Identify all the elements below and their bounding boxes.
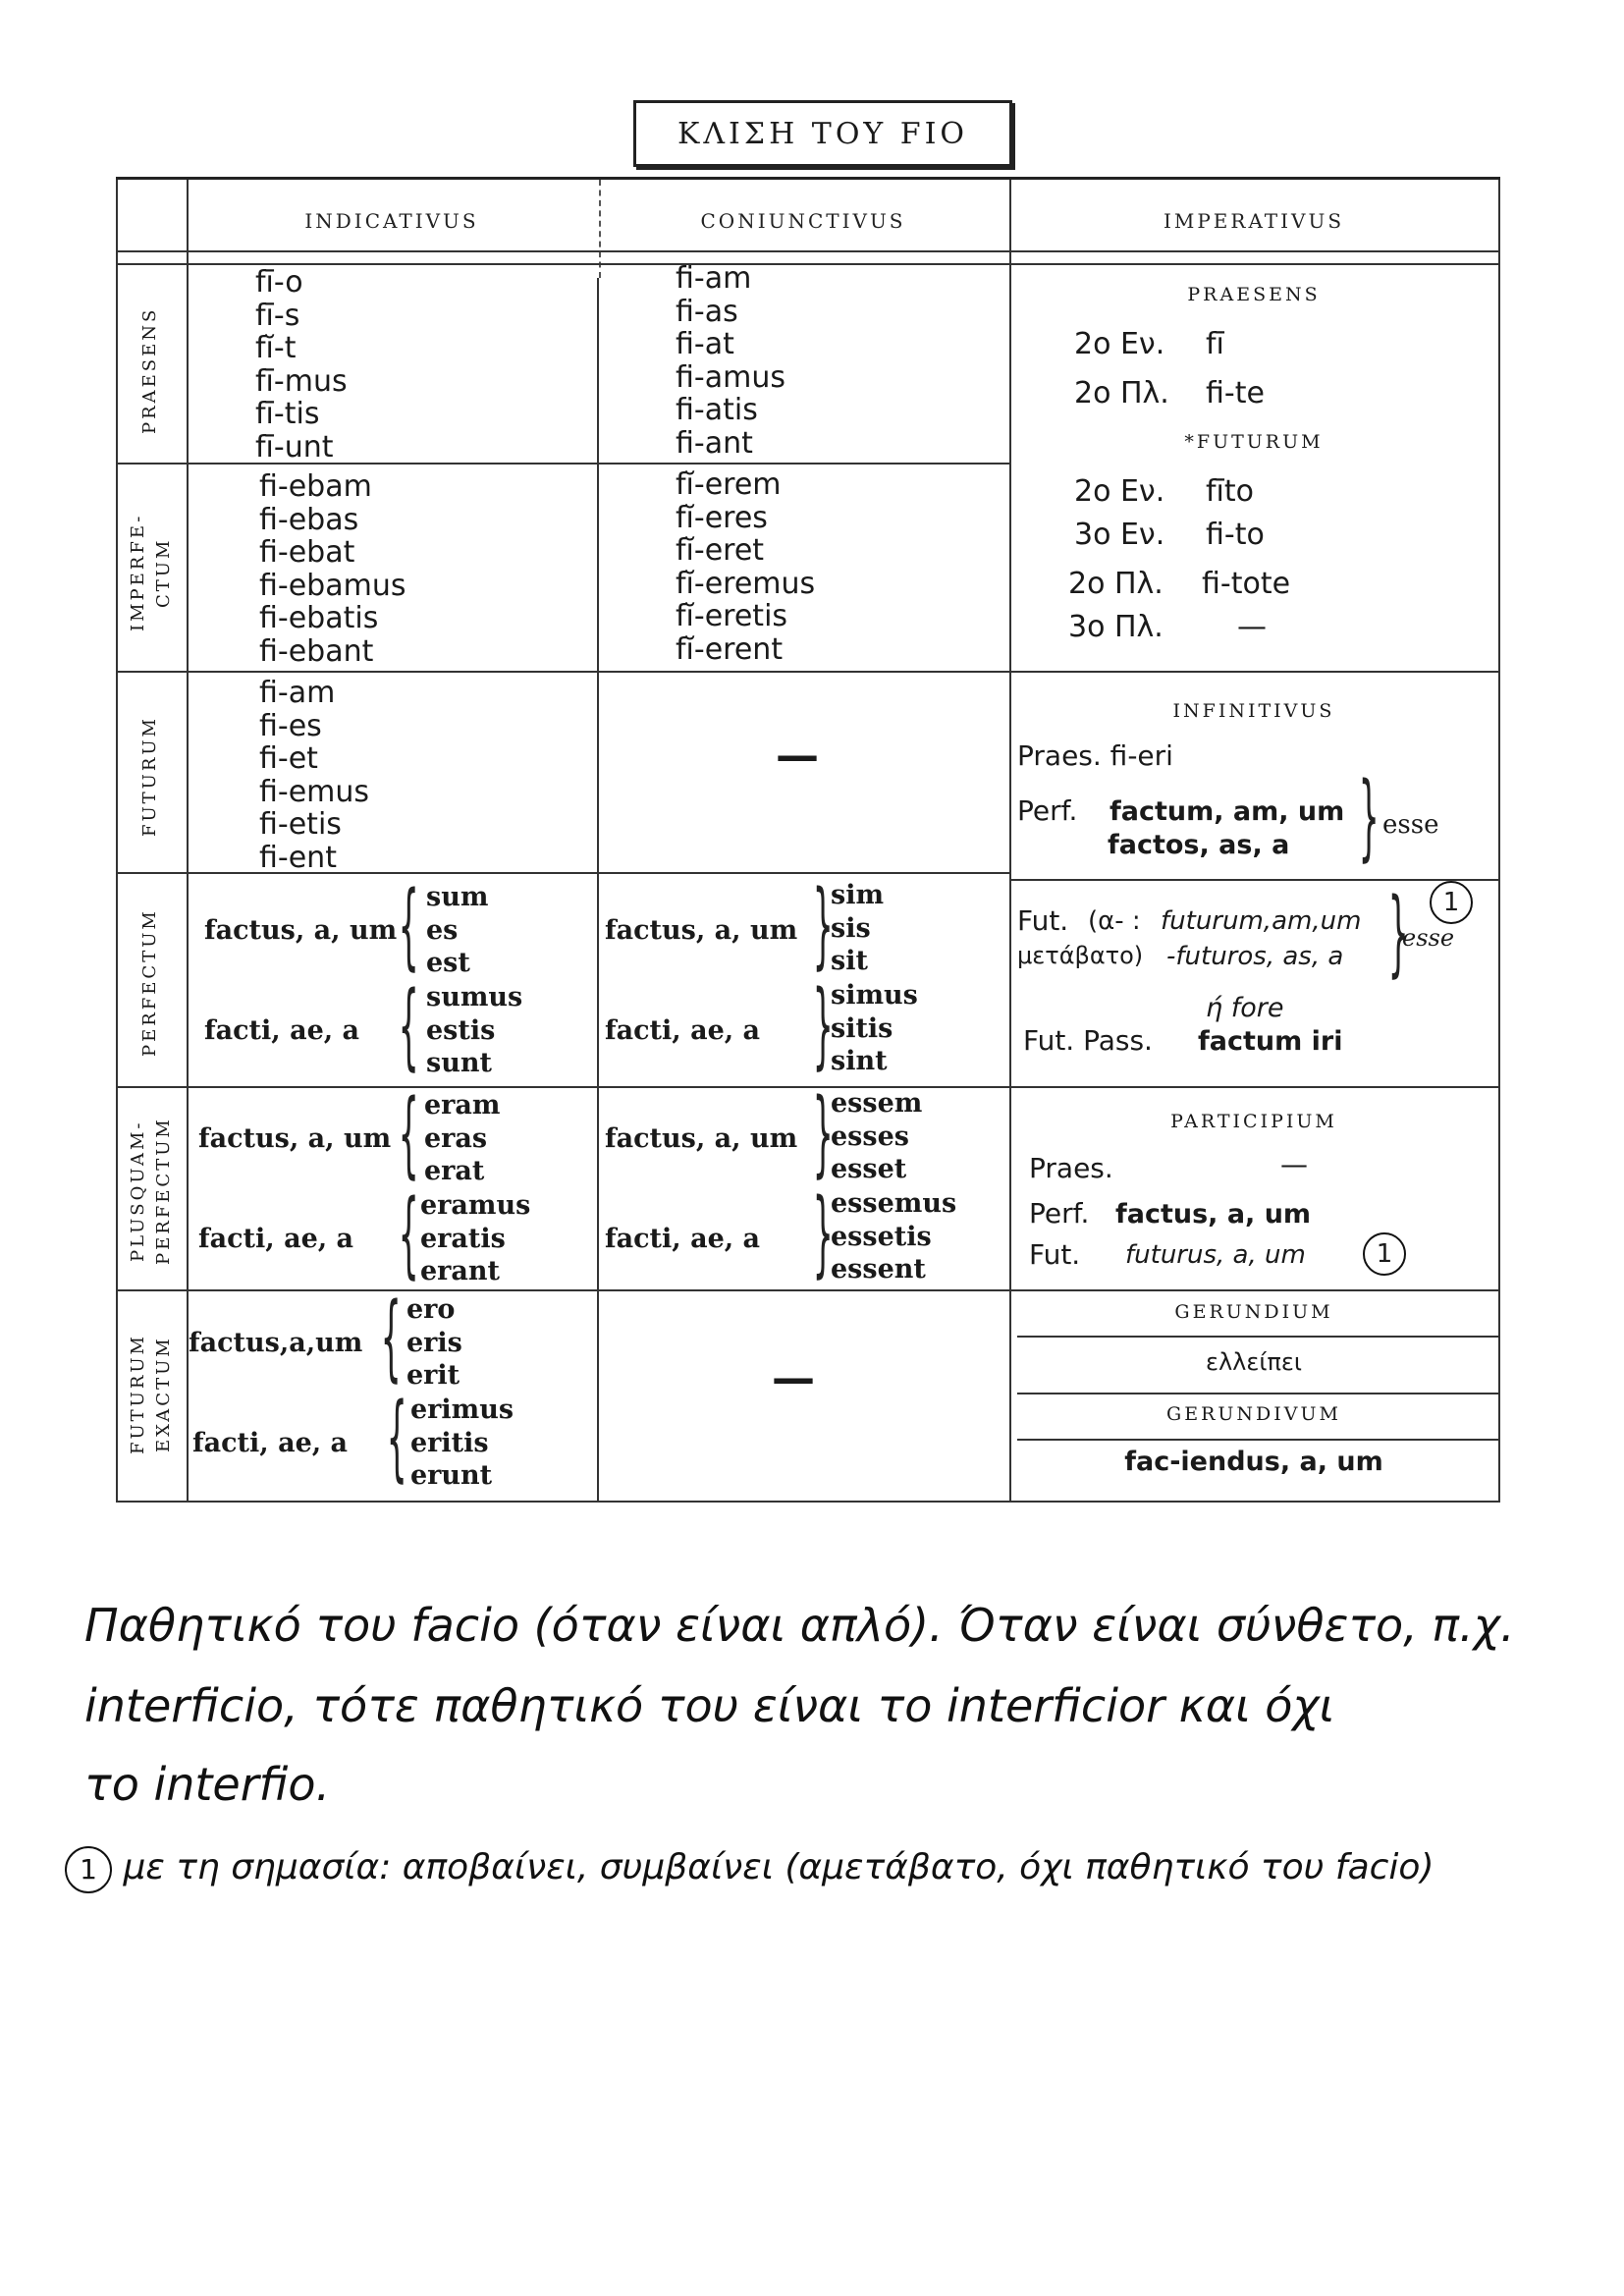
imperativus-person: 2ο Πλ. xyxy=(1068,567,1164,601)
participium-fut-label: Fut. xyxy=(1029,1238,1081,1271)
plusquam-con-sg xyxy=(831,1087,922,1186)
imperativus-form: — xyxy=(1237,610,1267,644)
verb-form: fĭ-eremus xyxy=(676,566,816,601)
verb-form: eritis xyxy=(410,1427,489,1458)
verb-form: fi-ebat xyxy=(259,535,355,570)
verb-form: erit xyxy=(406,1360,460,1391)
futex-ind-pl-stem: facti, ae, a xyxy=(192,1428,349,1458)
verb-form: fi-am xyxy=(676,261,752,296)
footnote-marker-circle: 1 xyxy=(65,1846,112,1893)
infinitivus-fut-label: Fut. xyxy=(1017,904,1069,937)
brace: } xyxy=(1387,879,1409,987)
verb-form: fī-tis xyxy=(255,397,320,431)
perfectum-con-sg-stem: factus, a, um xyxy=(605,915,798,946)
imperativus-form: fi-te xyxy=(1206,376,1265,410)
header-divider-double xyxy=(116,263,1500,265)
verb-form: sitis xyxy=(831,1012,893,1044)
participium-praes-label: Praes. xyxy=(1029,1152,1113,1184)
header-coniunctivus: CONIUNCTIVUS xyxy=(700,209,906,233)
infinitivus-perf-line2: factos, as, a xyxy=(1108,830,1290,860)
brace: { xyxy=(386,1384,407,1492)
futex-ind-pl xyxy=(410,1394,514,1493)
row-label-imperfectum: IMPERFE- CTUM xyxy=(128,513,174,632)
verb-form: sum xyxy=(426,882,489,912)
perfectum-con-sg xyxy=(831,879,884,978)
verb-form: eramus xyxy=(420,1190,531,1221)
imperativus-praesens-head: PRAESENS xyxy=(1187,284,1321,305)
gerundivum-head: GERUNDIVUM xyxy=(1166,1403,1341,1425)
verb-form: fĭ-erent xyxy=(676,631,784,667)
row-divider xyxy=(116,1086,1500,1088)
infinitivus-fore: ή fore xyxy=(1206,993,1284,1023)
verb-form: fī-o xyxy=(255,265,303,300)
participium-fut-form: futurus, a, um xyxy=(1125,1240,1306,1270)
brace: { xyxy=(398,1080,419,1188)
verb-form: fĭ-eres xyxy=(676,500,768,535)
verb-form: fi-ebam xyxy=(259,469,372,504)
footnote-marker-circle: 1 xyxy=(1363,1232,1406,1276)
verb-form: fi-ant xyxy=(676,425,753,461)
plusquam-ind-pl xyxy=(420,1189,530,1288)
verb-form: simus xyxy=(831,980,918,1011)
footnote-marker xyxy=(1430,881,1473,924)
infinitivus-fut-esse: esse xyxy=(1402,924,1455,952)
plusquam-con-sg-stem: factus, a, um xyxy=(605,1123,798,1154)
infinitivus-fut-line2: -futuros, as, a xyxy=(1166,942,1344,971)
infinitivus-fut-pass-label: Fut. Pass. xyxy=(1023,1024,1153,1057)
verb-form: fi-ent xyxy=(259,840,337,875)
row-label-plusquamperfectum: PLUSQUAM- PERFECTUM xyxy=(128,1117,174,1266)
infinitivus-perf-line1: factum, am, um xyxy=(1110,796,1345,827)
footnote-marker-circle: 1 xyxy=(1430,881,1473,924)
verb-form: erat xyxy=(424,1156,485,1186)
perfectum-ind-pl xyxy=(426,981,522,1080)
brace: } xyxy=(1358,763,1380,871)
imperativus-futurum-head: *FUTURUM xyxy=(1184,431,1324,453)
row-label-futurum-exactum: FUTURUM EXACTUM xyxy=(128,1334,174,1455)
participium-perf-form: factus, a, um xyxy=(1115,1199,1312,1230)
infinitivus-head: INFINITIVUS xyxy=(1172,700,1335,722)
row-divider xyxy=(116,1289,1500,1291)
verb-form: fi-ebas xyxy=(259,502,359,537)
perfectum-ind-sg xyxy=(426,881,488,980)
verb-form: esses xyxy=(831,1121,909,1152)
table-border-right xyxy=(1498,180,1500,1501)
imperativus-person: 2ο Εν. xyxy=(1074,327,1165,361)
gerundium-divider xyxy=(1017,1336,1500,1338)
verb-form: fī-unt xyxy=(255,429,334,465)
row-divider xyxy=(116,463,1009,465)
verb-form: esset xyxy=(831,1154,907,1184)
verb-form: fi-amus xyxy=(676,359,785,395)
plusquam-con-pl-stem: facti, ae, a xyxy=(605,1224,761,1254)
row-divider xyxy=(116,671,1500,673)
imperativus-form: fīto xyxy=(1206,474,1255,509)
perfectum-ind-sg-stem: factus, a, um xyxy=(204,915,398,946)
row-label-futurum: FUTURUM xyxy=(139,716,160,837)
infinitivus-fut-pass-form: factum iri xyxy=(1198,1026,1343,1057)
verb-form: fī-mus xyxy=(255,363,348,399)
note-line-1: Παθητικό του facio (όταν είναι απλό). Όταν είναι σύνθετο, π.χ. xyxy=(84,1599,1515,1652)
futex-coniunctivus-empty: — xyxy=(772,1353,815,1403)
infinitivus-perf-esse: esse xyxy=(1382,810,1439,840)
brace: } xyxy=(812,971,834,1079)
infinitivus-praes: Praes. fi-eri xyxy=(1017,739,1173,772)
brace: { xyxy=(398,1180,419,1288)
verb-form: erimus xyxy=(410,1394,514,1425)
verb-form: sim xyxy=(831,880,885,910)
gerundivum-value: fac-iendus, a, um xyxy=(1124,1447,1383,1477)
verb-form: es xyxy=(426,914,459,946)
note-line-2: interficio, τότε παθητικό του είναι το interficior και όχι xyxy=(84,1679,1335,1732)
infinitivus-fut-line1: futurum,am,um xyxy=(1161,906,1362,936)
verb-form: fi-ebant xyxy=(259,633,374,669)
verb-form: sit xyxy=(831,946,868,976)
imperativus-form: fi-tote xyxy=(1202,567,1291,601)
brace: { xyxy=(398,872,419,980)
imperativus-form: fī xyxy=(1206,327,1224,361)
verb-form: eram xyxy=(424,1090,501,1121)
verb-form: fĭ-t xyxy=(255,331,297,365)
footnote-marker xyxy=(1363,1232,1406,1276)
verb-form: erant xyxy=(420,1256,500,1286)
brace: { xyxy=(380,1284,402,1392)
imperfectum-indicativus xyxy=(259,470,406,668)
conjugation-table xyxy=(116,177,1500,1503)
verb-form: estis xyxy=(426,1014,496,1046)
verb-form: ero xyxy=(406,1294,456,1325)
verb-form: fĭ-eret xyxy=(676,533,765,568)
verb-form: fi-ebatis xyxy=(259,601,379,635)
praesens-indicativus xyxy=(255,266,348,464)
plusquam-ind-pl-stem: facti, ae, a xyxy=(198,1224,354,1254)
participium-head: PARTICIPIUM xyxy=(1170,1111,1337,1132)
verb-form: fĭ-eretis xyxy=(676,599,788,633)
futex-ind-sg xyxy=(406,1293,462,1393)
gerundivum-divider xyxy=(1017,1439,1500,1441)
verb-form: eris xyxy=(406,1327,462,1358)
verb-form: fi-am xyxy=(259,676,336,710)
row-divider xyxy=(1009,879,1500,881)
futurum-indicativus xyxy=(259,677,369,874)
participium-perf-label: Perf. xyxy=(1029,1197,1090,1230)
table-border-left xyxy=(116,180,118,1501)
verb-form: fi-at xyxy=(676,327,734,361)
futurum-coniunctivus-empty: — xyxy=(776,731,819,781)
plusquam-ind-sg xyxy=(424,1089,500,1188)
verb-form: sunt xyxy=(426,1048,492,1078)
imperativus-person: 2ο Εν. xyxy=(1074,474,1165,509)
brace: } xyxy=(812,1079,834,1187)
footnote xyxy=(65,1846,1435,1893)
infinitivus-perf-label: Perf. xyxy=(1017,794,1078,827)
page-title: ΚΛΙΣΗ ΤΟΥ FIO xyxy=(633,100,1012,167)
row-label-praesens: PRAESENS xyxy=(139,306,160,434)
gerundium-head: GERUNDIUM xyxy=(1174,1301,1333,1323)
row-divider xyxy=(116,872,1009,874)
futex-ind-sg-stem: factus,a,um xyxy=(189,1328,363,1358)
verb-form: erunt xyxy=(410,1460,493,1491)
verb-form: fi-et xyxy=(259,741,318,776)
plusquam-ind-sg-stem: factus, a, um xyxy=(198,1123,392,1154)
participium-praes-form: — xyxy=(1280,1148,1308,1180)
perfectum-ind-pl-stem: facti, ae, a xyxy=(204,1015,360,1046)
header-imperativus: IMPERATIVUS xyxy=(1163,209,1345,233)
row-label-perfectum: PERFECTUM xyxy=(139,908,160,1057)
imperativus-form: fi-to xyxy=(1206,518,1265,552)
verb-form: fī-s xyxy=(255,298,300,333)
verb-form: essent xyxy=(831,1254,926,1285)
gerundium-value: ελλείπει xyxy=(1205,1348,1302,1376)
plusquam-con-pl xyxy=(831,1187,956,1286)
perfectum-con-pl xyxy=(831,979,918,1078)
verb-form: fi-emus xyxy=(259,774,370,809)
verb-form: essemus xyxy=(831,1188,957,1219)
infinitivus-fut-note: (α- : xyxy=(1088,906,1141,936)
note-line-3: το interfio. xyxy=(84,1758,331,1811)
verb-form: fi-etis xyxy=(259,807,342,842)
brace: { xyxy=(398,972,419,1080)
verb-form: fi-es xyxy=(259,708,322,743)
brace: } xyxy=(812,1179,834,1287)
verb-form: eras xyxy=(424,1122,488,1154)
header-indicativus: INDICATIVUS xyxy=(304,209,479,233)
verb-form: sint xyxy=(831,1046,888,1076)
imperativus-person: 3ο Πλ. xyxy=(1068,610,1164,644)
verb-form: fi-ebamus xyxy=(259,568,406,603)
col-divider-ind-con xyxy=(597,278,599,1501)
praesens-coniunctivus xyxy=(676,262,785,460)
verb-form: essem xyxy=(831,1088,923,1119)
verb-form: fĭ-erem xyxy=(676,467,782,502)
header-divider xyxy=(116,250,1500,252)
perfectum-con-pl-stem: facti, ae, a xyxy=(605,1015,761,1046)
brace: } xyxy=(812,871,834,979)
verb-form: essetis xyxy=(831,1221,932,1252)
imperativus-person: 3ο Εν. xyxy=(1074,518,1165,552)
infinitivus-fut-note2: μετάβατο) xyxy=(1017,942,1144,969)
footnote-text: με τη σημασία: αποβαίνει, συμβαίνει (αμετάβατο, όχι παθητικό του facio) xyxy=(123,1847,1435,1887)
verb-form: fi-atis xyxy=(676,393,758,427)
verb-form: eratis xyxy=(420,1223,506,1254)
verb-form: fi-as xyxy=(676,294,738,329)
gerundium-divider xyxy=(1017,1393,1500,1394)
row-label-divider xyxy=(187,180,189,1501)
verb-form: sis xyxy=(831,912,871,944)
verb-form: est xyxy=(426,948,470,978)
imperfectum-coniunctivus xyxy=(676,468,815,666)
verb-form: sumus xyxy=(426,982,523,1012)
imperativus-person: 2ο Πλ. xyxy=(1074,376,1169,410)
